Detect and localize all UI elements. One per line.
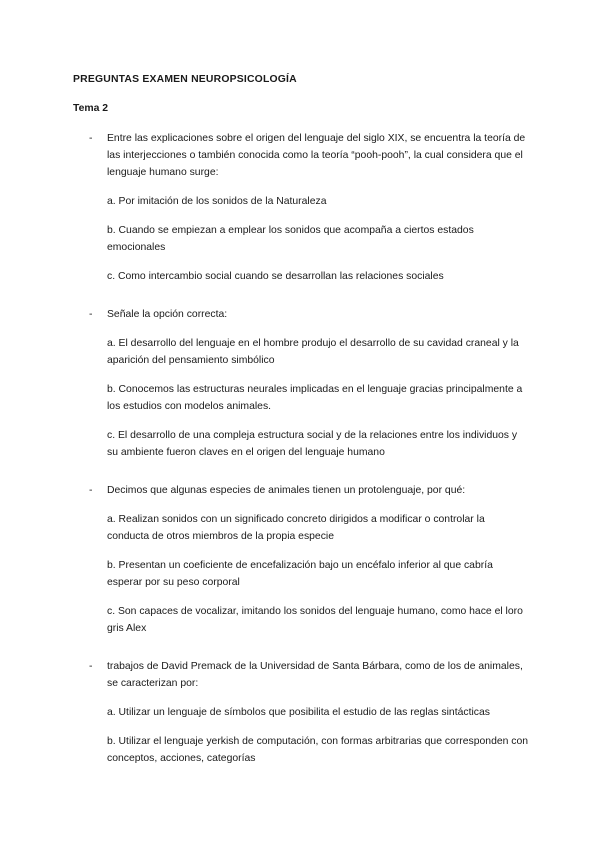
question-4 xyxy=(89,658,529,767)
question-3 xyxy=(89,482,529,637)
answer-option-c: c. El desarrollo de una compleja estructura social y de la relaciones entre los individuos y su ambiente fueron claves en el origen del lenguaje humano xyxy=(107,430,518,458)
question-stem: Decimos que algunas especies de animales tienen un protolenguaje, por qué: xyxy=(107,485,466,496)
question-stem: Entre las explicaciones sobre el origen del lenguaje del siglo XIX, se encuentra la teoría de las interjecciones o también conocida como la teoría “pooh-pooh”, la cual considera que el lenguaje humano surge: xyxy=(107,133,526,178)
bullet-dash: - xyxy=(89,309,93,320)
answer-option-c: c. Son capaces de vocalizar, imitando los sonidos del lenguaje humano, como hace el loro gris Alex xyxy=(107,606,523,634)
bullet-dash: - xyxy=(89,485,93,496)
bullet-dash: - xyxy=(89,133,93,144)
answer-option-a: a. Utilizar un lenguaje de símbolos que posibilita el estudio de las reglas sintácticas xyxy=(107,707,490,718)
question-2 xyxy=(89,306,529,461)
question-stem: Señale la opción correcta: xyxy=(107,309,228,320)
section-heading: Tema 2 xyxy=(73,103,109,114)
answer-option-a: a. Realizan sonidos con un significado concreto dirigidos a modificar o controlar la conducta de otros miembros de la propia especie xyxy=(107,514,485,542)
answer-option-c: c. Como intercambio social cuando se desarrollan las relaciones sociales xyxy=(107,271,444,282)
answer-option-b: b. Conocemos las estructuras neurales implicadas en el lenguaje gracias principalmente a los estudios con modelos animales. xyxy=(107,384,523,412)
bullet-dash: - xyxy=(89,661,93,672)
question-1 xyxy=(89,130,529,285)
answer-option-b: b. Presentan un coeficiente de encefalización bajo un encéfalo inferior al que cabría esperar por su peso corporal xyxy=(107,560,493,588)
answer-option-b: b. Cuando se empiezan a emplear los sonidos que acompaña a ciertos estados emocionales xyxy=(107,225,474,253)
document-title: PREGUNTAS EXAMEN NEUROPSICOLOGÍA xyxy=(73,74,297,85)
answer-option-a: a. El desarrollo del lenguaje en el hombre produjo el desarrollo de su cavidad craneal y la aparición del pensamiento simbólico xyxy=(107,338,519,366)
answer-option-b: b. Utilizar el lenguaje yerkish de computación, con formas arbitrarias que corresponden con conceptos, acciones, categorías xyxy=(107,736,529,764)
question-stem: trabajos de David Premack de la Universidad de Santa Bárbara, como de los de animales, se caracterizan por: xyxy=(107,661,523,689)
answer-option-a: a. Por imitación de los sonidos de la Naturaleza xyxy=(107,196,327,207)
